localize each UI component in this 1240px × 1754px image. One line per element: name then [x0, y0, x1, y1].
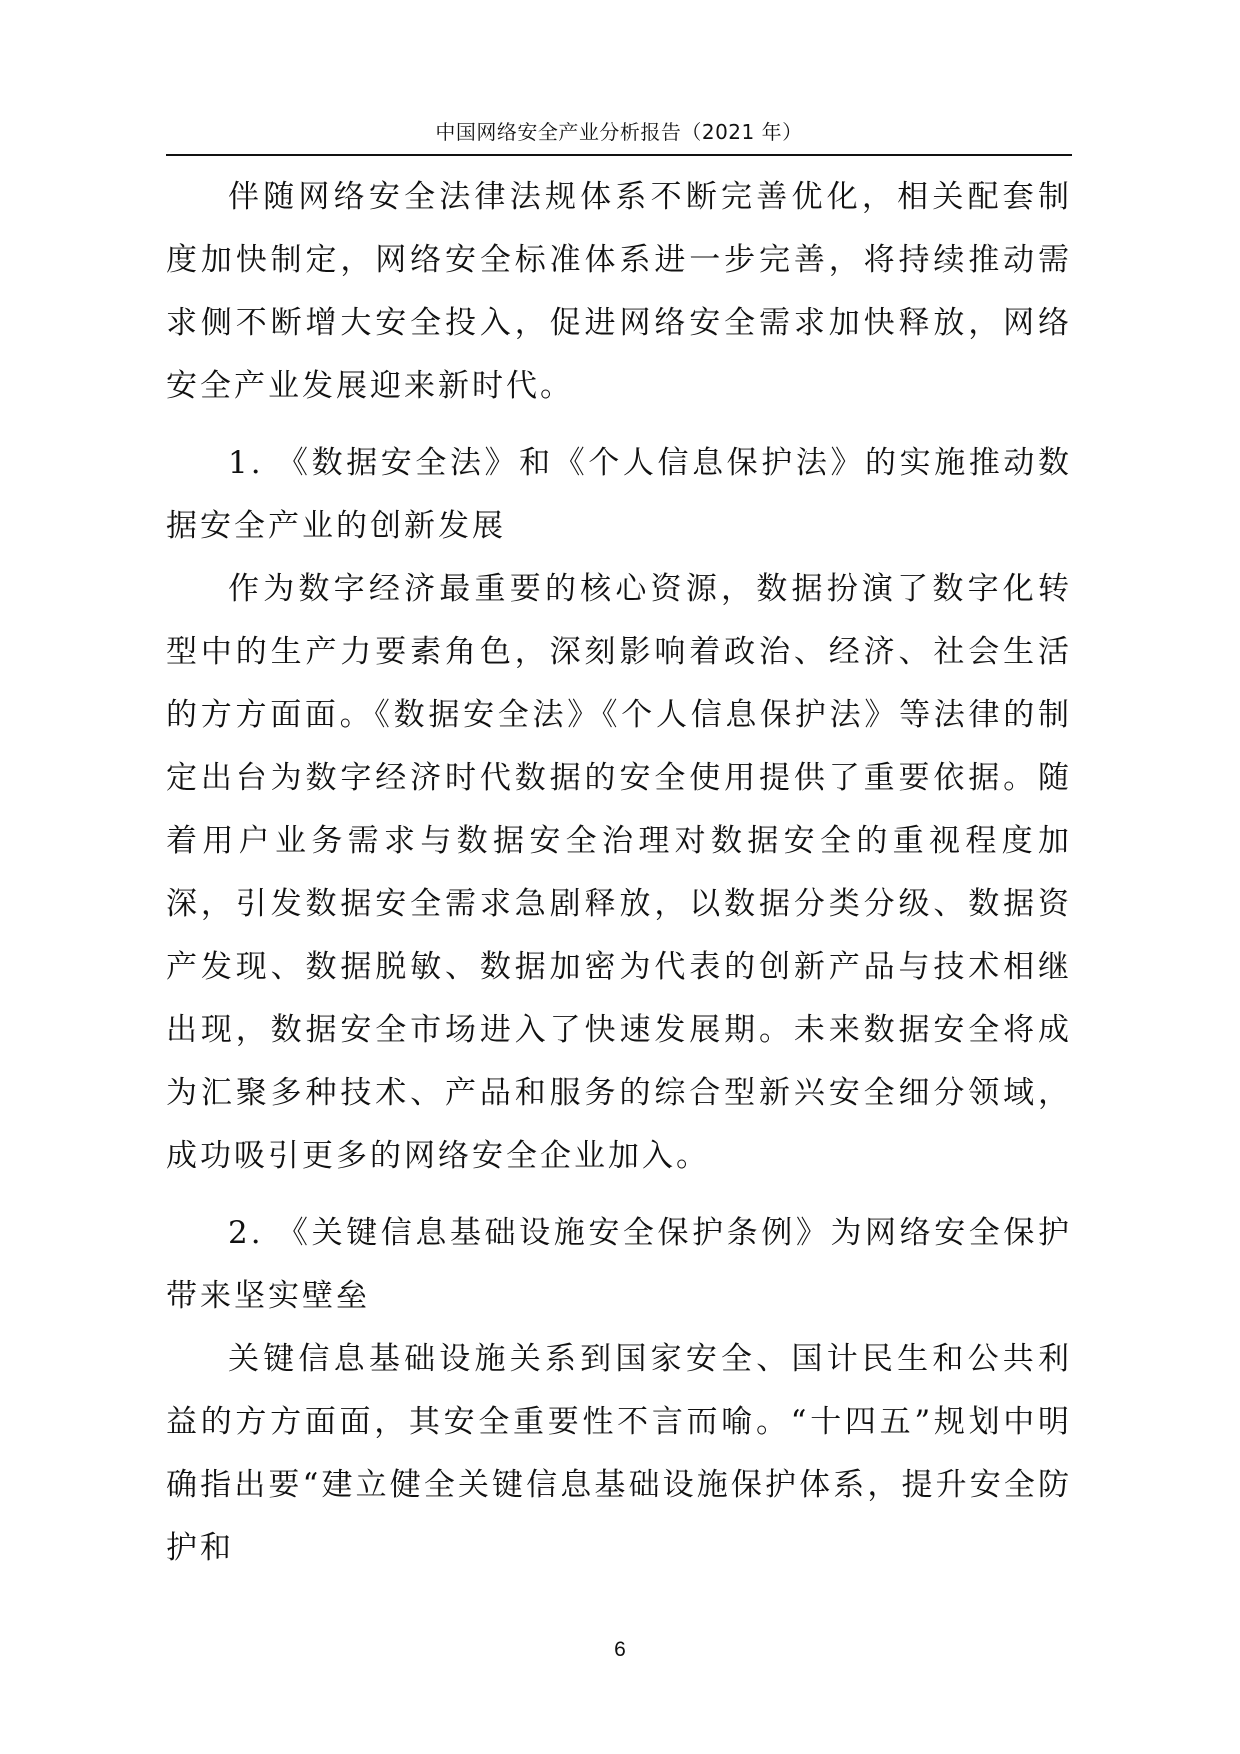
- body-paragraph: 作为数字经济最重要的核心资源，数据扮演了数字化转型中的生产力要素角色，深刻影响着政治、经济、社会生活的方方面面。《数据安全法》《个人信息保护法》等法律的制定出台为数字经济时代数据的安全使用提供了重要依据。随着用户业务需求与数据安全治理对数据安全的重视程度加深，引发数据安全需求急剧释放，以数据分类分级、数据资产发现、数据脱敏、数据加密为代表的创新产品与技术相继出现，数据安全市场进入了快速发展期。未来数据安全将成为汇聚多种技术、产品和服务的综合型新兴安全细分领域，成功吸引更多的网络安全企业加入。: [166, 571, 1072, 1174]
- page-number: 6: [614, 1638, 626, 1661]
- document-body: [166, 166, 1072, 1580]
- section-heading: 2. 《关键信息基础设施安全保护条例》为网络安全保护带来坚实壁垒: [166, 1215, 1072, 1314]
- header-divider: [166, 154, 1072, 156]
- body-paragraph: 关键信息基础设施关系到国家安全、国计民生和公共利益的方方面面，其安全重要性不言而喻。“十四五”规划中明确指出要“建立健全关键信息基础设施保护体系，提升安全防护和: [166, 1341, 1072, 1566]
- section-heading: 1. 《数据安全法》和《个人信息保护法》的实施推动数据安全产业的创新发展: [166, 445, 1072, 544]
- running-header: 中国网络安全产业分析报告（2021 年）: [435, 120, 803, 144]
- body-paragraph: 伴随网络安全法律法规体系不断完善优化，相关配套制度加快制定，网络安全标准体系进一步完善，将持续推动需求侧不断增大安全投入，促进网络安全需求加快释放，网络安全产业发展迎来新时代。: [166, 179, 1072, 404]
